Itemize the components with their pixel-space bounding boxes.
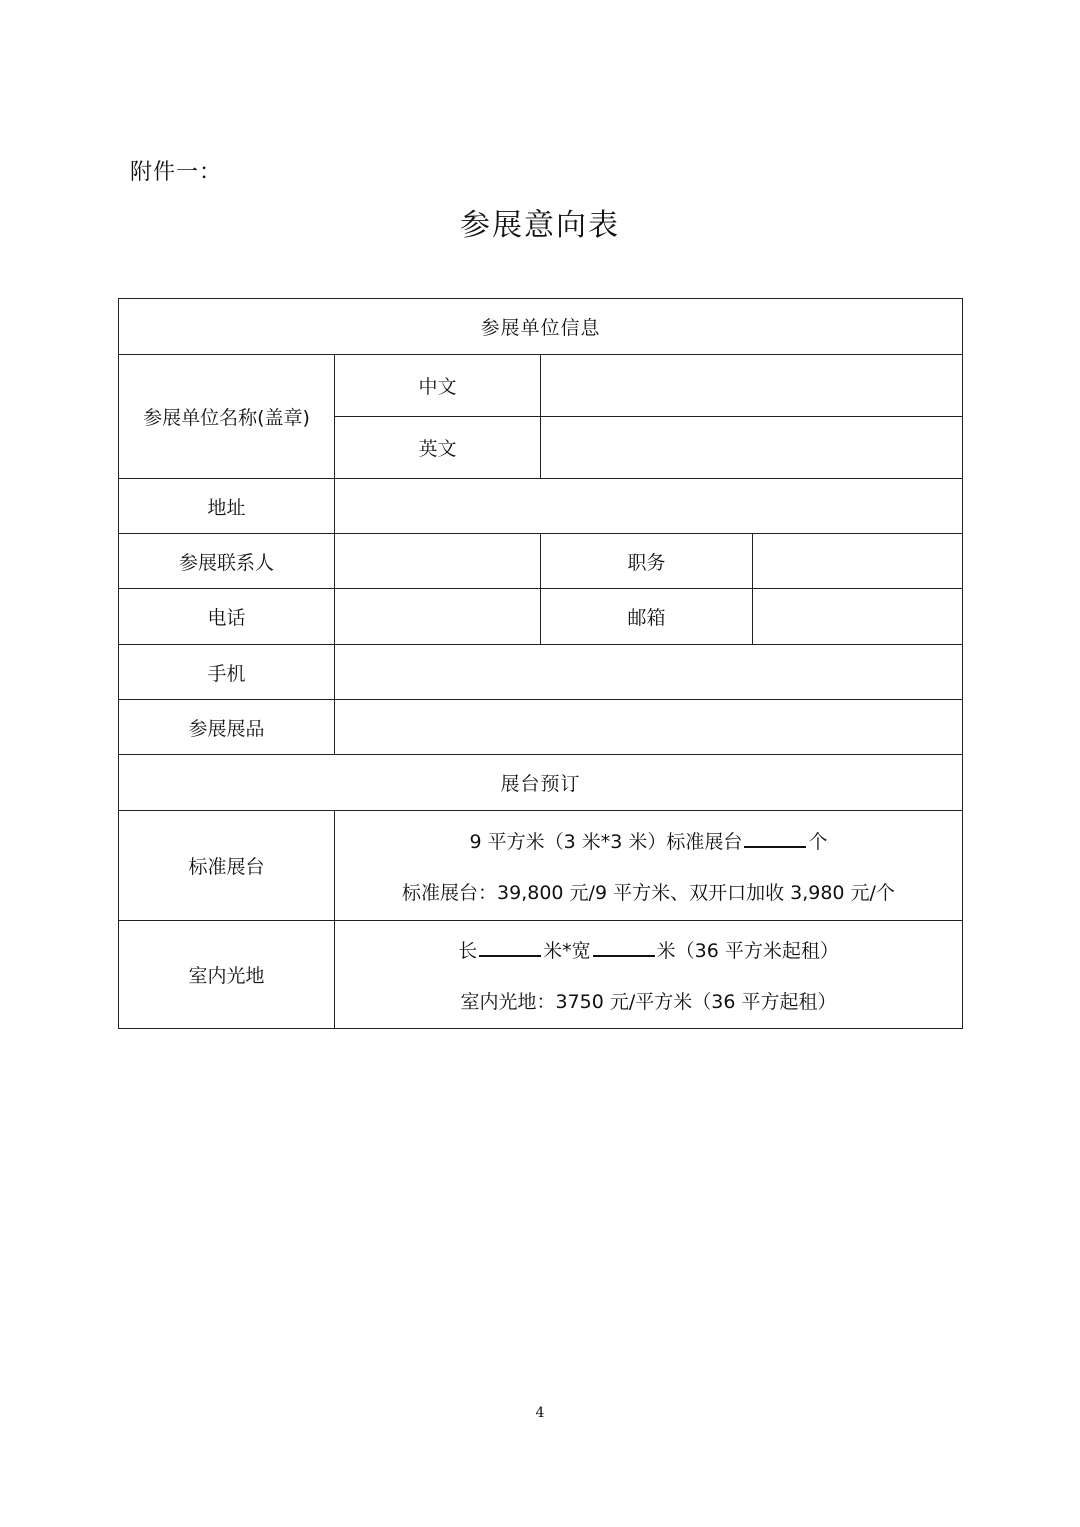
chinese-label: 中文 [335,355,541,417]
position-field[interactable] [753,534,963,589]
email-label: 邮箱 [541,589,753,645]
standard-booth-count-blank[interactable] [744,828,806,848]
mobile-label: 手机 [119,645,335,700]
raw-space-length-blank[interactable] [479,937,541,957]
attachment-label: 附件一： [130,160,223,185]
raw-space-label: 室内光地 [119,921,335,1029]
company-name-chinese-field[interactable] [541,355,963,417]
raw-space-width-blank[interactable] [593,937,655,957]
raw-space-price: 室内光地：3750 元/平方米（36 平方起租） [460,991,837,1013]
address-field[interactable] [335,479,963,534]
phone-field[interactable] [335,589,541,645]
contact-label: 参展联系人 [119,534,335,589]
raw-space-width-label: 米*宽 [543,940,591,962]
standard-booth-price: 标准展台：39,800 元/9 平方米、双开口加收 3,980 元/个 [402,882,895,904]
company-name-label: 参展单位名称(盖章) [119,355,335,479]
english-label: 英文 [335,417,541,479]
mobile-field[interactable] [335,645,963,700]
raw-space-cell [335,921,963,1029]
standard-booth-label: 标准展台 [119,811,335,921]
phone-label: 电话 [119,589,335,645]
company-name-english-field[interactable] [541,417,963,479]
products-label: 参展展品 [119,700,335,755]
email-field[interactable] [753,589,963,645]
standard-booth-cell [335,811,963,921]
raw-space-length-label: 长 [458,940,478,962]
page-number: 4 [535,1405,545,1421]
address-label: 地址 [119,479,335,534]
standard-booth-unit: 个 [808,831,828,853]
section-booth-booking: 展台预订 [119,755,963,811]
standard-booth-line1 [335,828,962,852]
products-field[interactable] [335,700,963,755]
section-exhibitor-info: 参展单位信息 [119,299,963,355]
contact-field[interactable] [335,534,541,589]
position-label: 职务 [541,534,753,589]
exhibition-intent-form [118,298,963,1029]
raw-space-unit-note: 米（36 平方米起租） [656,940,839,962]
raw-space-line1 [335,937,962,961]
standard-booth-desc: 9 平方米（3 米*3 米）标准展台 [469,831,743,853]
page-title: 参展意向表 [460,208,620,243]
